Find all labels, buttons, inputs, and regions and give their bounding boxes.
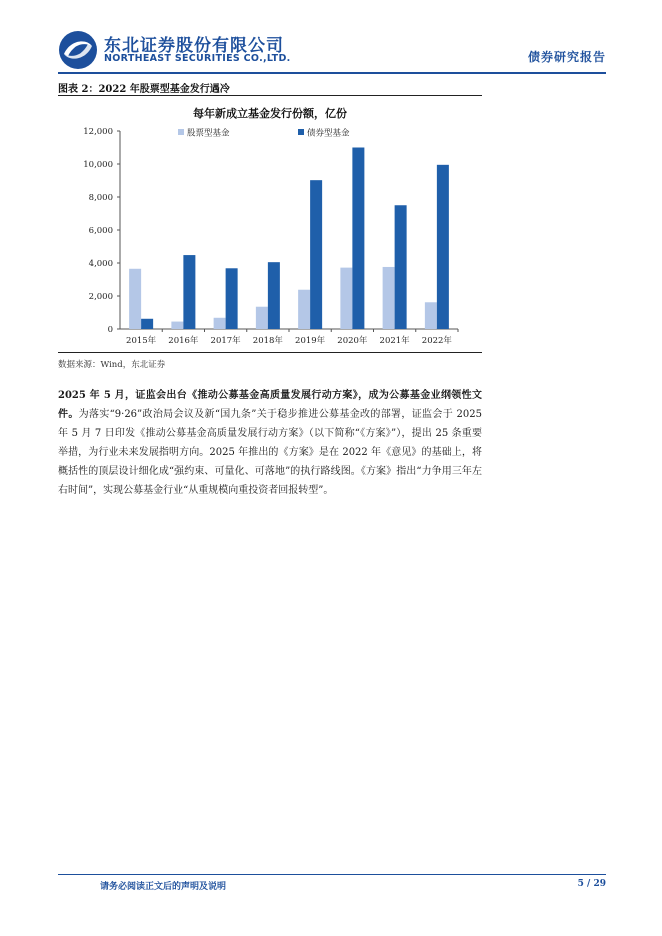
company-name-cn: 东北证券股份有限公司	[104, 36, 284, 56]
chart-bars	[129, 148, 449, 330]
page-header	[58, 26, 606, 72]
y-tick-label: 8,000	[88, 193, 113, 203]
header-divider	[58, 72, 606, 74]
bar-equity-4	[298, 290, 310, 329]
footer-disclaimer: 请务必阅读正文后的声明及说明	[100, 882, 227, 892]
bar-equity-1	[171, 322, 183, 329]
figure-caption: 图表 2：2022 年股票型基金发行遇冷	[58, 84, 230, 95]
bar-equity-2	[214, 318, 226, 329]
x-tick-label: 2022年	[421, 336, 452, 346]
chart-legend	[178, 128, 350, 139]
bar-bond-4	[310, 180, 322, 329]
y-tick-label: 6,000	[88, 226, 113, 236]
y-tick-label: 12,000	[83, 127, 113, 137]
bar-equity-5	[340, 268, 352, 329]
bar-bond-7	[437, 165, 449, 329]
bar-bond-5	[352, 148, 364, 330]
y-tick-label: 0	[107, 325, 113, 335]
figure-bottom-rule	[58, 352, 482, 353]
northeast-securities-logo-icon	[58, 30, 98, 70]
page-number: 5 / 29	[577, 879, 606, 889]
y-tick-label: 2,000	[88, 292, 113, 302]
bar-chart	[58, 96, 482, 352]
x-tick-label: 2015年	[126, 336, 157, 346]
bar-bond-2	[226, 268, 238, 329]
company-name-en: NORTHEAST SECURITIES CO.,LTD.	[104, 53, 291, 64]
paragraph-lead: 2025 年 5 月，证监会出台《推动公募基金高质量发展行动方案》，成为公募基金业纲领性文件。	[58, 390, 482, 420]
bar-bond-6	[395, 205, 407, 329]
chart-title: 每年新成立基金发行份额，亿份	[193, 107, 347, 120]
bar-bond-0	[141, 319, 153, 329]
x-tick-label: 2018年	[252, 336, 283, 346]
bar-equity-6	[383, 267, 395, 329]
figure-source: 数据来源：Wind，东北证券	[58, 360, 166, 370]
bar-bond-1	[183, 255, 195, 329]
paragraph-text: 为落实“9·26”政治局会议及新“国九条”关于稳步推进公募基金改的部署，证监会于 2025 年 5 月 7 日印发《推动公募基金高质量发展行动方案》（以下简称“《方案》”），提出 25 条重要举措，为行业未来发展指明方向。2025 年推出的《方案》是在 2022 年《意见》的基础上，将概括性的顶层设计细化成“强约束、可量化、可落地”的执行路线图。《方案》指出“力争用三年左右时间”，实现公募基金行业“从重规模向重投资者回报转型”。	[58, 409, 483, 496]
bar-bond-3	[268, 262, 280, 329]
x-tick-label: 2020年	[337, 336, 368, 346]
legend-label: 债券型基金	[307, 128, 350, 139]
x-tick-label: 2017年	[210, 336, 241, 346]
y-tick-label: 4,000	[88, 259, 113, 269]
bar-equity-0	[129, 269, 141, 329]
x-tick-label: 2019年	[295, 336, 326, 346]
legend-swatch	[298, 129, 304, 135]
legend-label: 股票型基金	[187, 128, 230, 139]
x-tick-label: 2016年	[168, 336, 199, 346]
x-tick-label: 2021年	[379, 336, 410, 346]
y-tick-label: 10,000	[83, 160, 113, 170]
footer-divider	[58, 874, 606, 875]
body-paragraph	[58, 386, 482, 500]
bar-equity-7	[425, 302, 437, 329]
legend-swatch	[178, 129, 184, 135]
report-type-label: 债券研究报告	[527, 50, 606, 64]
bar-equity-3	[256, 307, 268, 329]
